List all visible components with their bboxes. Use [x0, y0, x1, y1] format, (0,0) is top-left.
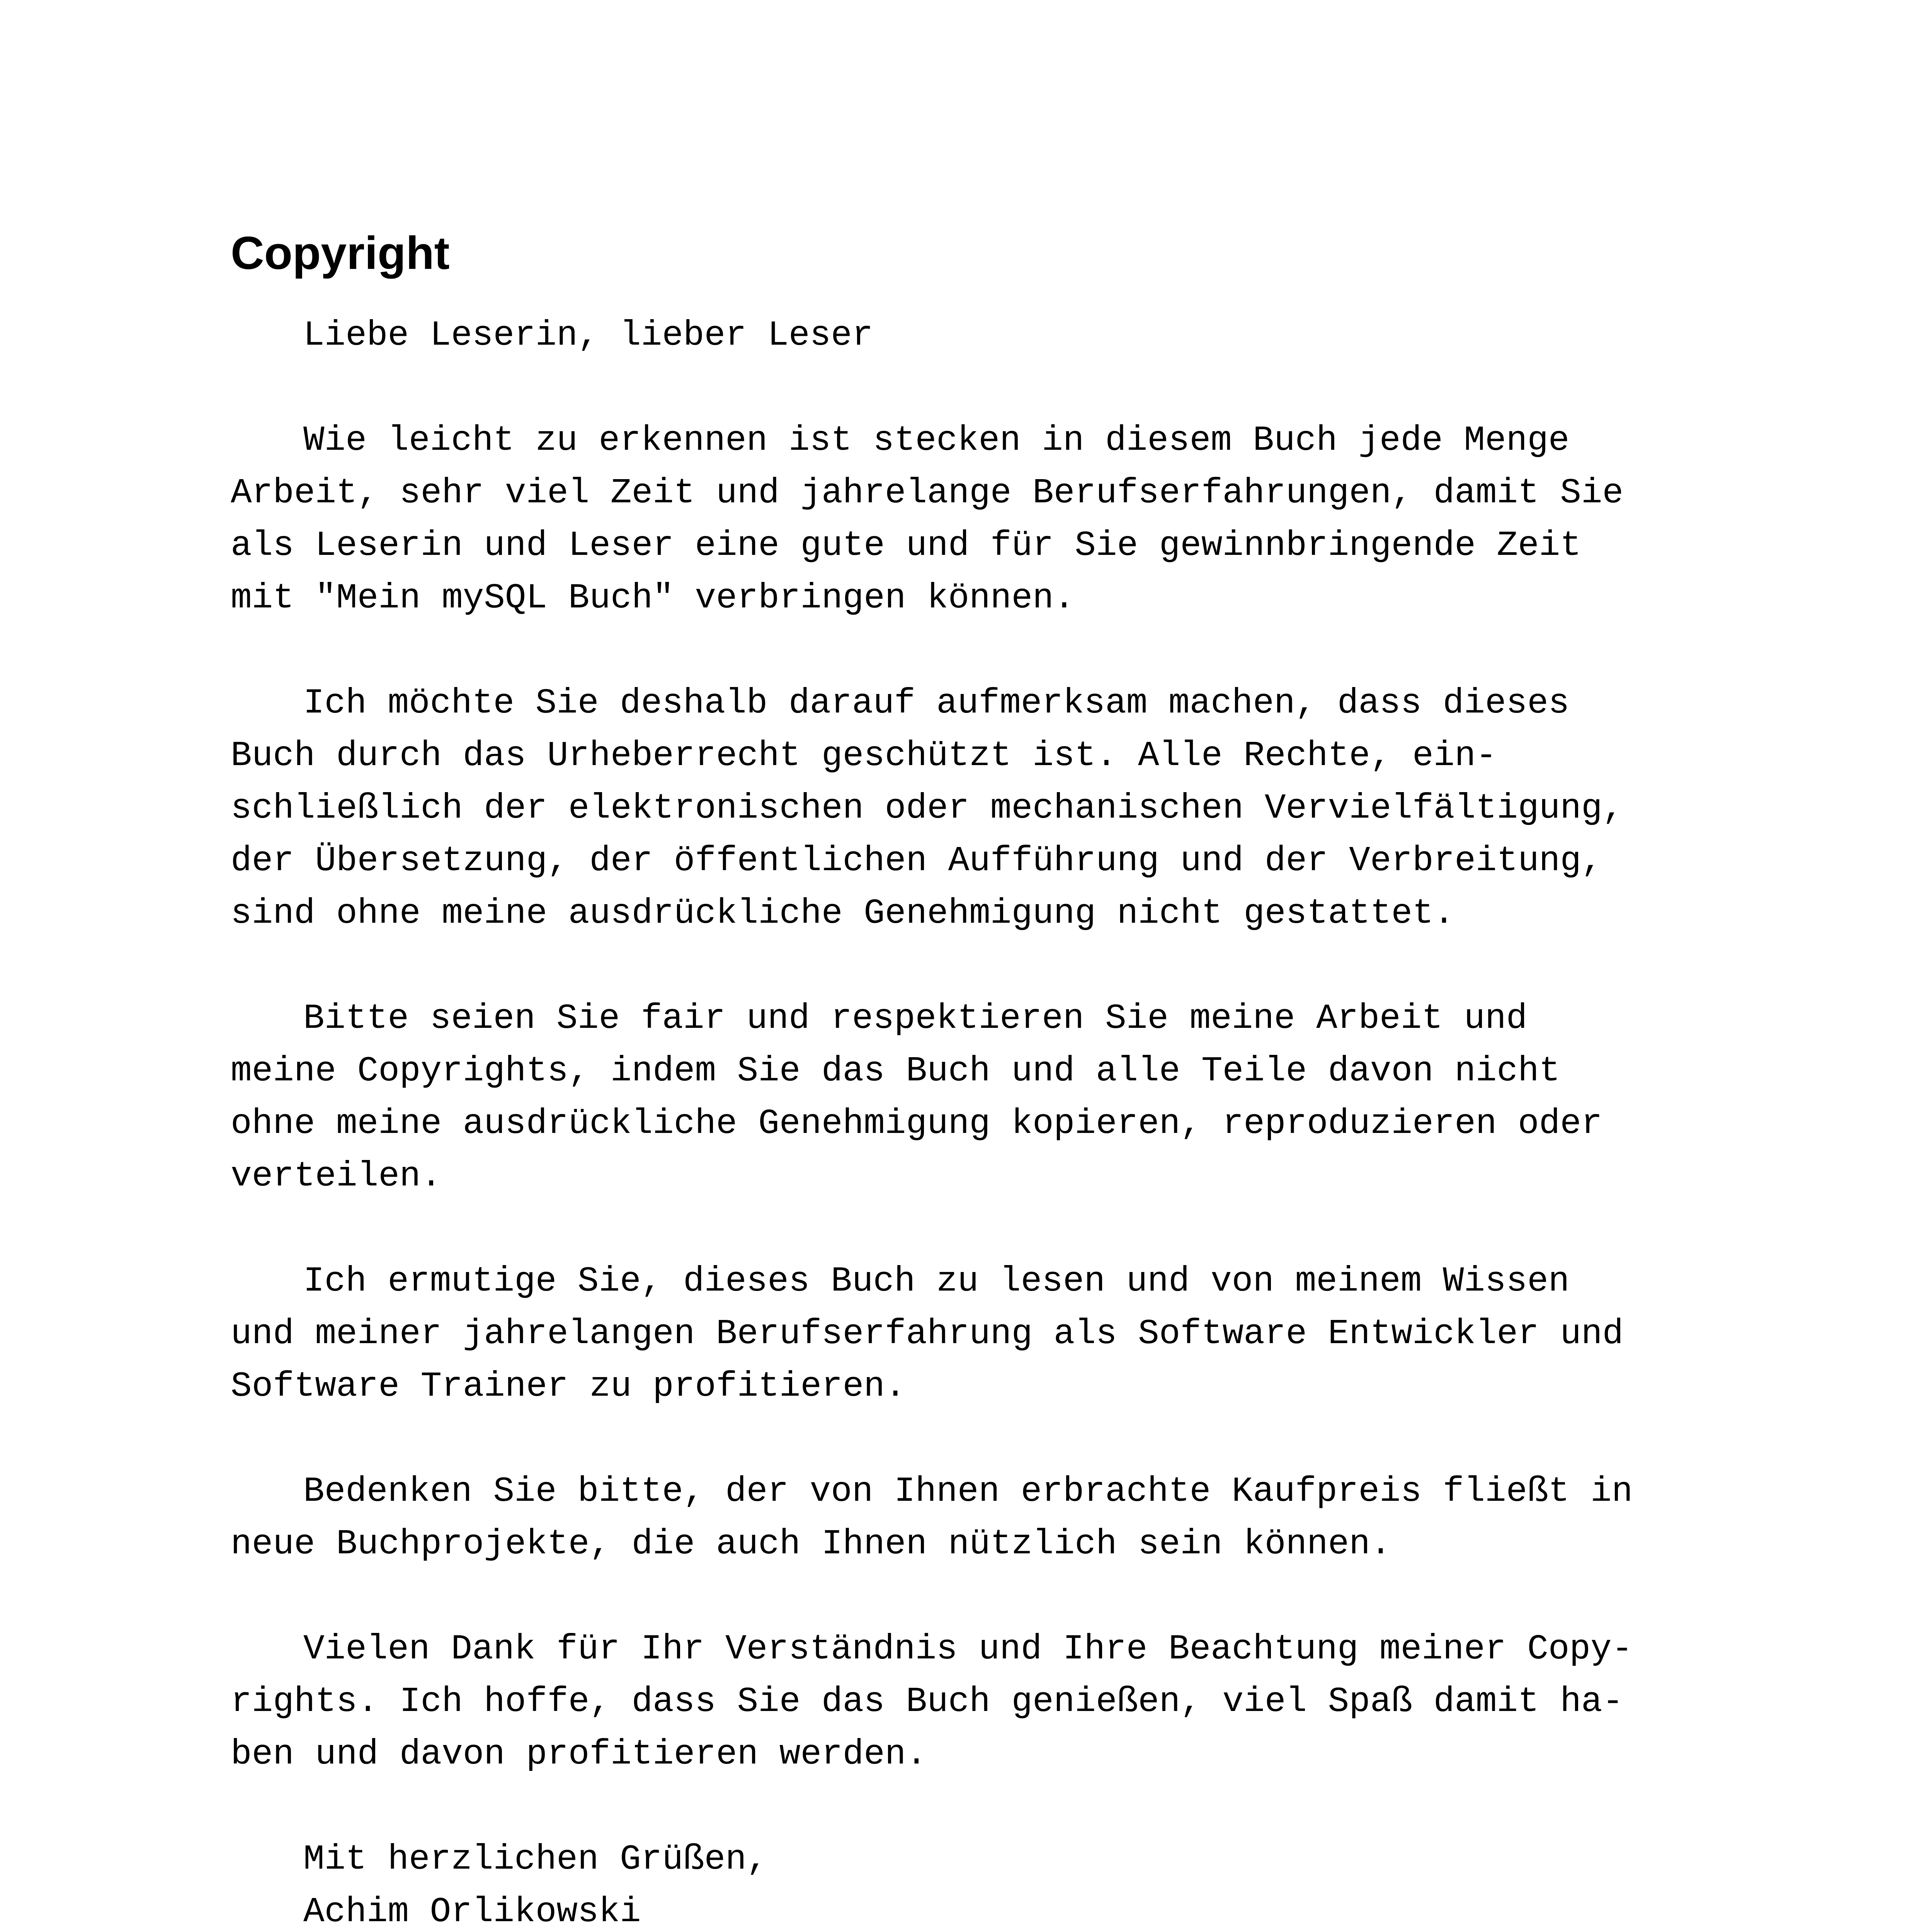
paragraph-fairness [231, 993, 1699, 1203]
paragraph-work-effort [231, 415, 1699, 625]
text-line: Wie leicht zu erkennen ist stecken in diesem Buch jede Menge [303, 421, 1570, 461]
text-line: schließlich der elektronischen oder mechanischen Vervielfältigung, [231, 789, 1624, 828]
paragraph-copyright-notice [231, 677, 1699, 940]
text-line: Buch durch das Urheberrecht geschützt ist. Alle Rechte, ein- [231, 736, 1497, 776]
text-line: Liebe Leserin, lieber Leser [303, 316, 873, 355]
text-line: sind ohne meine ausdrückliche Genehmigung nicht gestattet. [231, 894, 1455, 934]
text-line: als Leserin und Leser eine gute und für Sie gewinnbringende Zeit [231, 526, 1581, 566]
author-name: Achim Orlikowski [303, 1892, 641, 1932]
body-text [231, 310, 1699, 1932]
text-line: ohne meine ausdrückliche Genehmigung kopieren, reproduzieren oder [231, 1104, 1602, 1144]
text-line: und meiner jahrelangen Berufserfahrung als Software Entwickler und [231, 1314, 1624, 1354]
text-line: rights. Ich hoffe, dass Sie das Buch genießen, viel Spaß damit ha- [231, 1682, 1624, 1722]
text-line: ben und davon profitieren werden. [231, 1735, 927, 1774]
text-line: Ich ermutige Sie, dieses Buch zu lesen und von meinem Wissen [303, 1262, 1570, 1301]
text-line: Bedenken Sie bitte, der von Ihnen erbrachte Kaufpreis fließt in [303, 1472, 1633, 1512]
paragraph-purchase-price [231, 1466, 1699, 1571]
page-title: Copyright [231, 227, 450, 279]
paragraph-encouragement [231, 1255, 1699, 1413]
text-line: Software Trainer zu profitieren. [231, 1367, 906, 1406]
text-line: meine Copyrights, indem Sie das Buch und alle Teile davon nicht [231, 1051, 1560, 1091]
text-line: der Übersetzung, der öffentlichen Aufführung und der Verbreitung, [231, 841, 1602, 881]
text-line: mit "Mein mySQL Buch" verbringen können. [231, 578, 1075, 618]
text-line: Vielen Dank für Ihr Verständnis und Ihre Beachtung meiner Copy- [303, 1629, 1633, 1669]
closing-greeting: Mit herzlichen Grüßen, [303, 1840, 768, 1879]
text-line: Ich möchte Sie deshalb darauf aufmerksam machen, dass dieses [303, 684, 1570, 723]
text-line: Arbeit, sehr viel Zeit und jahrelange Berufserfahrungen, damit Sie [231, 473, 1624, 513]
text-line: verteilen. [231, 1156, 442, 1196]
closing-block [231, 1833, 1699, 1932]
paragraph-thanks [231, 1623, 1699, 1781]
salutation-paragraph [231, 310, 1699, 362]
text-line: neue Buchprojekte, die auch Ihnen nützlich sein können. [231, 1524, 1391, 1564]
text-line: Bitte seien Sie fair und respektieren Sie meine Arbeit und [303, 999, 1527, 1039]
